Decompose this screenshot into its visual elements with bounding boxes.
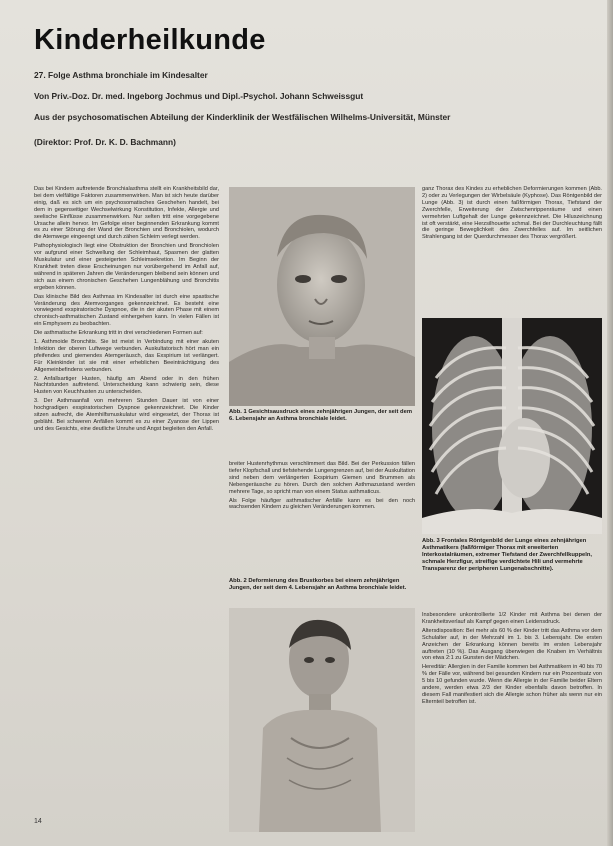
middle-column bbox=[229, 461, 415, 581]
figure-2-child-chest-photo bbox=[229, 608, 415, 832]
left-paragraph: Pathophysiologisch liegt eine Obstruktion der Bronchien und Bronchiolen vor aufgrund einer Schwellung der Schleimhaut, Spasmen der glatten Muskulatur und einer gesteigerten Schleimsekretion. Im Beginn der Krankheit treten diese Erscheinungen nur vorübergehend im Anfall auf, während in späteren Jahren die Veränderungen bleibend sein können und sich aus einem chronischen Geschehen Lungenblähung und Bronchitis ergeben können. bbox=[34, 243, 219, 291]
mid-paragraph: breiter Hustenrhythmus verschlimmert das Bild. Bei der Perkussion fällen tiefer Klopfschall und tiefstehende Lungengrenzen auf, bei der Auskultation sind neben dem verlängerten Exspirium Giemen und Brummen als Nebengeräusche zu hören. Durch den solchen Asthmazustand werden mehrere Tage, so spricht man von einem Status asthmaticus. bbox=[229, 461, 415, 495]
figure-1-caption: Abb. 1 Gesichtsausdruck eines zehnjährigen Jungen, der seit dem 6. Lebensjahr an Asthma bronchiale leidet. bbox=[229, 409, 412, 422]
page-number: 14 bbox=[34, 818, 42, 825]
left-column bbox=[34, 186, 219, 826]
right-top-paragraph: ganz Thorax des Kindes zu erheblichen Deformierungen kommen (Abb. 2) oder zu Verlegungen der Wirbelsäule (Kyphose). Das Röntgenbild der Lunge (Abb. 3) ist durch einen faßförmigen Thorax, Tiefstand der Zwerchfelle, Erweiterung der Zwischenrippenräume und einen vermehrten Luftgehalt der Lunge gekennzeichnet. Die Hiluszeichnung ist oft verstärkt, eine Herzsilhouette schmal. Bei der Durchleuchtung fällt die geringe Beweglichkeit des Zwerchfelles auf. Im seitlichen Strahlengang ist der Querdurchmesser des Thorax vergrößert. bbox=[422, 186, 602, 241]
right-bot-paragraph: Hereditär: Allergien in der Familie kommen bei Asthmatikern in 40 bis 70 % der Fälle vor, während bei gesunden Kindern nur ein Prozentsatz von 5 bis 10 gefunden wurde. Wenn die Allergie in der Familie beider Eltern andere, werden etwa 2/3 der Kinder ebenfalls davon betroffen. In diesem Fall manifestiert sich die Allergie schon früher als wenn nur ein Elternteil betroffen ist. bbox=[422, 664, 602, 705]
left-paragraph: 2. Anfallsartiger Husten, häufig am Abend oder in den frühen Nachtstunden auftretend. Unterscheidung kann schwierig sein, diese Husten von Keuchhusten zu unterscheiden. bbox=[34, 375, 219, 396]
series-line: 27. Folge Asthma bronchiale im Kindesalter bbox=[34, 70, 208, 80]
right-column-top bbox=[422, 186, 602, 306]
right-bot-paragraph: Insbesondere unkontrollierte 1/2 Kinder mit Asthma bei denen der Krankheitsverlauf als Kampf gegen einen Leidensdruck. bbox=[422, 612, 602, 625]
figure-1-child-face-photo bbox=[229, 187, 415, 406]
left-paragraph: 1. Asthmoide Bronchitis. Sie ist meist in Verbindung mit einer akuten Infektion der oberen Luftwege verbunden. Auskultatorisch hört man ein pfeifendes und giemendes Atemgeräusch, das Exspirium ist verlängert. Für Kleinkinder ist sie mit einer erheblichen Beeinträchtigung des Allgemeinbefindens verbunden. bbox=[34, 339, 219, 373]
right-bot-paragraph: Altersdisposition: Bei mehr als 60 % der Kinder tritt das Asthma vor dem Schulalter auf, in der Mehrzahl im 1. bis 3. Lebensjahr. Die ersten Anzeichen der Erkrankung können bereits im ersten Lebensjahr auftreten (10 %). Das Ausgang überwiegen die Knaben im Verhältnis von etwa 2:1 zu Gunsten der Mädchen. bbox=[422, 627, 602, 662]
left-paragraph: Die asthmatische Erkrankung tritt in drei verschiedenen Formen auf: bbox=[34, 330, 203, 337]
figure-2-caption: Abb. 2 Deformierung des Brustkorbes bei einem zehnjährigen Jungen, der seit dem 4. Lebensjahr an Asthma bronchiale leidet. bbox=[229, 578, 407, 591]
director-line: (Direktor: Prof. Dr. K. D. Bachmann) bbox=[34, 137, 176, 147]
left-paragraph: Das bei Kindern auftretende Bronchialasthma stellt ein Krankheitsbild dar, bei dem vielfältige Faktoren zusammenwirken. Man ist sich heute darüber einig, daß es sich um ein psychosomatisches Geschehen handelt, bei dem in gegenseitiger Wechselwirkung Konstitution, Infekte, Allergie und seelische Einflüsse zusammenwirken. Nur selten tritt eine vorgegebene Ursache allein hervor. Im Gefolge einer beginnenden Erkrankung kommt es zu einer Störung der Wand der Bronchien und Bronchiolen, wodurch die Atemwege eingeengt und durch zähen Schleim verlegt werden. bbox=[34, 186, 219, 241]
right-column-bottom bbox=[422, 612, 602, 832]
left-paragraph: Das klinische Bild des Asthmas im Kindesalter ist durch eine spastische Veränderung des Atemvorganges gekennzeichnet. Es besteht eine vorwiegend exspiratorische Dyspnoe, die in der akuten Phase mit einem chronisch-asthmatischen Zustand einhergehen kann. In vielen Fällen ist ein Emphysem zu beobachten. bbox=[34, 293, 219, 328]
department-line: Aus der psychosomatischen Abteilung der Kinderklinik der Westfälischen Wilhelms-Universität, Münster bbox=[34, 112, 451, 122]
figure-3-caption: Abb. 3 Frontales Röntgenbild der Lunge eines zehnjährigen Asthmatikers (faßförmiger Thorax mit erweiterten Interkostalräumen, extremer Tiefstand der Zwerchfellkuppeln, schmale Herzfigur, streifige verdichtete Hili und vermehrte Transparenz der peripheren Lungenabschnitte). bbox=[422, 538, 592, 572]
figure-3-chest-xray bbox=[422, 318, 602, 534]
mid-paragraph: Als Folge häufiger asthmatischer Anfälle kann es bei den noch wachsenden Kindern zu gleichen Veränderungen kommen. bbox=[229, 497, 415, 511]
left-paragraph: 3. Der Asthmaanfall von mehreren Stunden Dauer ist von einer hochgradigen exspiratorischen Dyspnoe gekennzeichnet. Die Kinder sitzen aufrecht, die Atemhilfsmuskulatur wird eingesetzt, der Thorax ist gebläht. Bei schweren Anfällen kommt es zu einer Zyanose der Lippen und des Gesichts, eine deutliche Unruhe und Angst begleiten den Anfall. bbox=[34, 398, 219, 432]
page-edge bbox=[607, 0, 613, 846]
article-title: Kinderheilkunde bbox=[34, 24, 266, 56]
authors-line: Von Priv.-Doz. Dr. med. Ingeborg Jochmus und Dipl.-Psychol. Johann Schweissgut bbox=[34, 91, 364, 101]
